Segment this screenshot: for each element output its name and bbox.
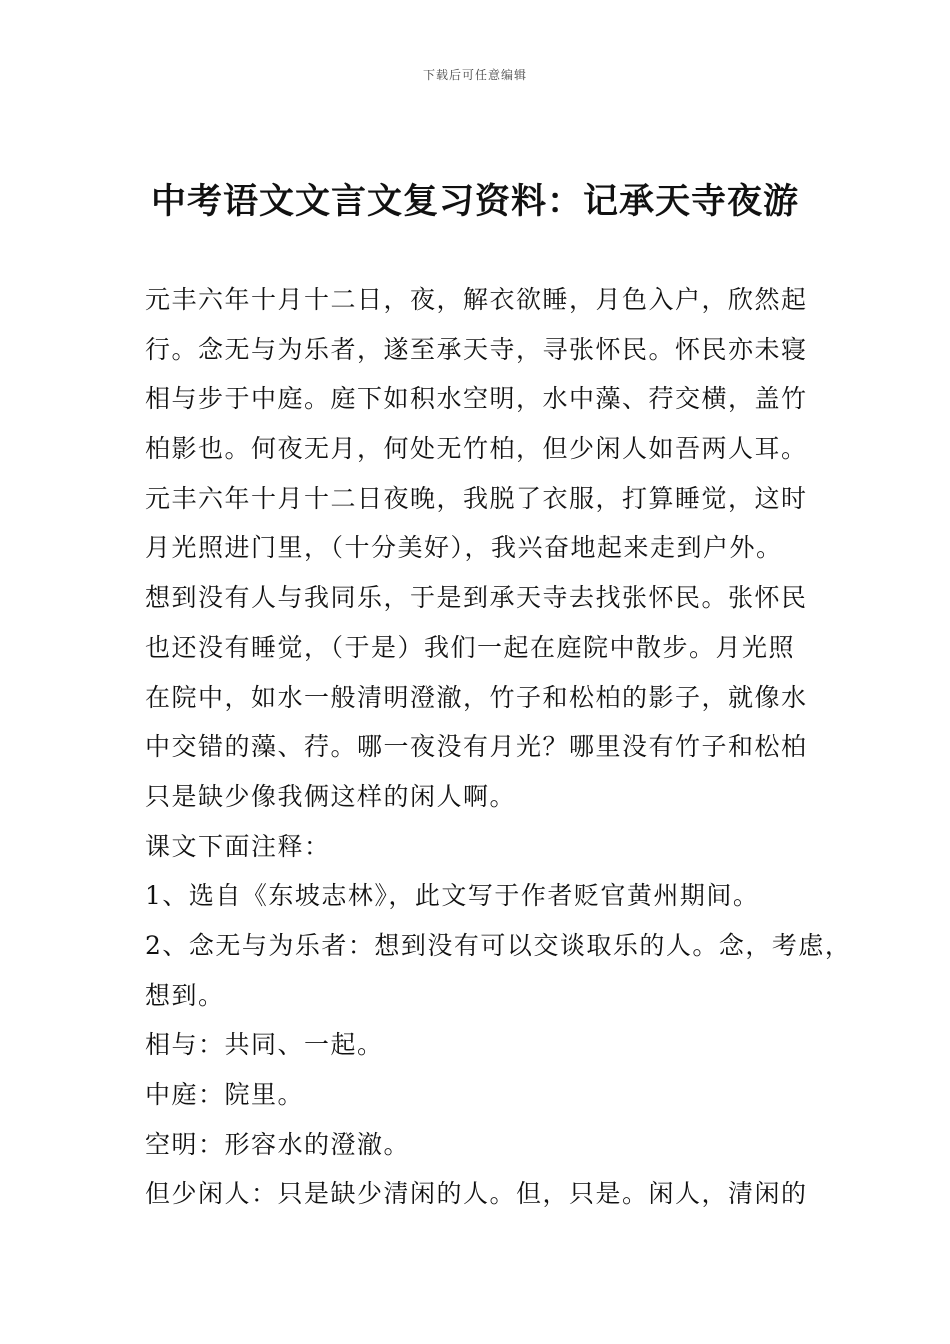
text-line: 月光照进门里，（十分美好），我兴奋地起来走到户外。 <box>145 533 783 563</box>
text-line: 也还没有睡觉，（于是）我们一起在庭院中散步。月光照 <box>145 632 796 662</box>
text-line: 想到没有人与我同乐，于是到承天寺去找张怀民。张怀民 <box>145 583 808 613</box>
header-note: 下载后可任意编辑 <box>422 68 527 82</box>
page-title: 中考语文文言文复习资料：记承天寺夜游 <box>150 182 799 222</box>
text-line: 1、选自《东坡志林》，此文写于作者贬官黄州期间。 <box>145 881 760 911</box>
text-line: 中庭：院里。 <box>145 1080 305 1109</box>
text-line: 中交错的藻、荇。哪一夜没有月光？哪里没有竹子和松柏 <box>145 732 808 762</box>
text-line: 元丰六年十月十二日夜晚，我脱了衣服，打算睡觉，这时 <box>145 483 808 513</box>
text-line: 只是缺少像我俩这样的闲人啊。 <box>145 781 517 811</box>
text-line: 空明：形容水的澄澈。 <box>145 1129 411 1159</box>
text-line: 课文下面注释： <box>145 831 331 861</box>
text-line: 2、念无与为乐者：想到没有可以交谈取乐的人。念，考虑， <box>145 930 852 960</box>
text-line: 元丰六年十月十二日，夜，解衣欲睡，月色入户，欣然起 <box>145 285 808 314</box>
text-line: 柏影也。何夜无月，何处无竹柏，但少闲人如吾两人耳。 <box>145 434 808 464</box>
text-line: 行。念无与为乐者，遂至承天寺，寻张怀民。怀民亦未寝 <box>145 334 808 364</box>
text-line: 相与步于中庭。庭下如积水空明，水中藻、荇交横，盖竹 <box>145 384 808 414</box>
document-body <box>145 275 852 1219</box>
text-line: 在院中，如水一般清明澄澈，竹子和松柏的影子，就像水 <box>145 682 808 712</box>
text-line: 想到。 <box>145 980 225 1010</box>
text-line: 但少闲人：只是缺少清闲的人。但，只是。闲人，清闲的 <box>145 1179 808 1209</box>
text-line: 相与：共同、一起。 <box>145 1030 384 1060</box>
